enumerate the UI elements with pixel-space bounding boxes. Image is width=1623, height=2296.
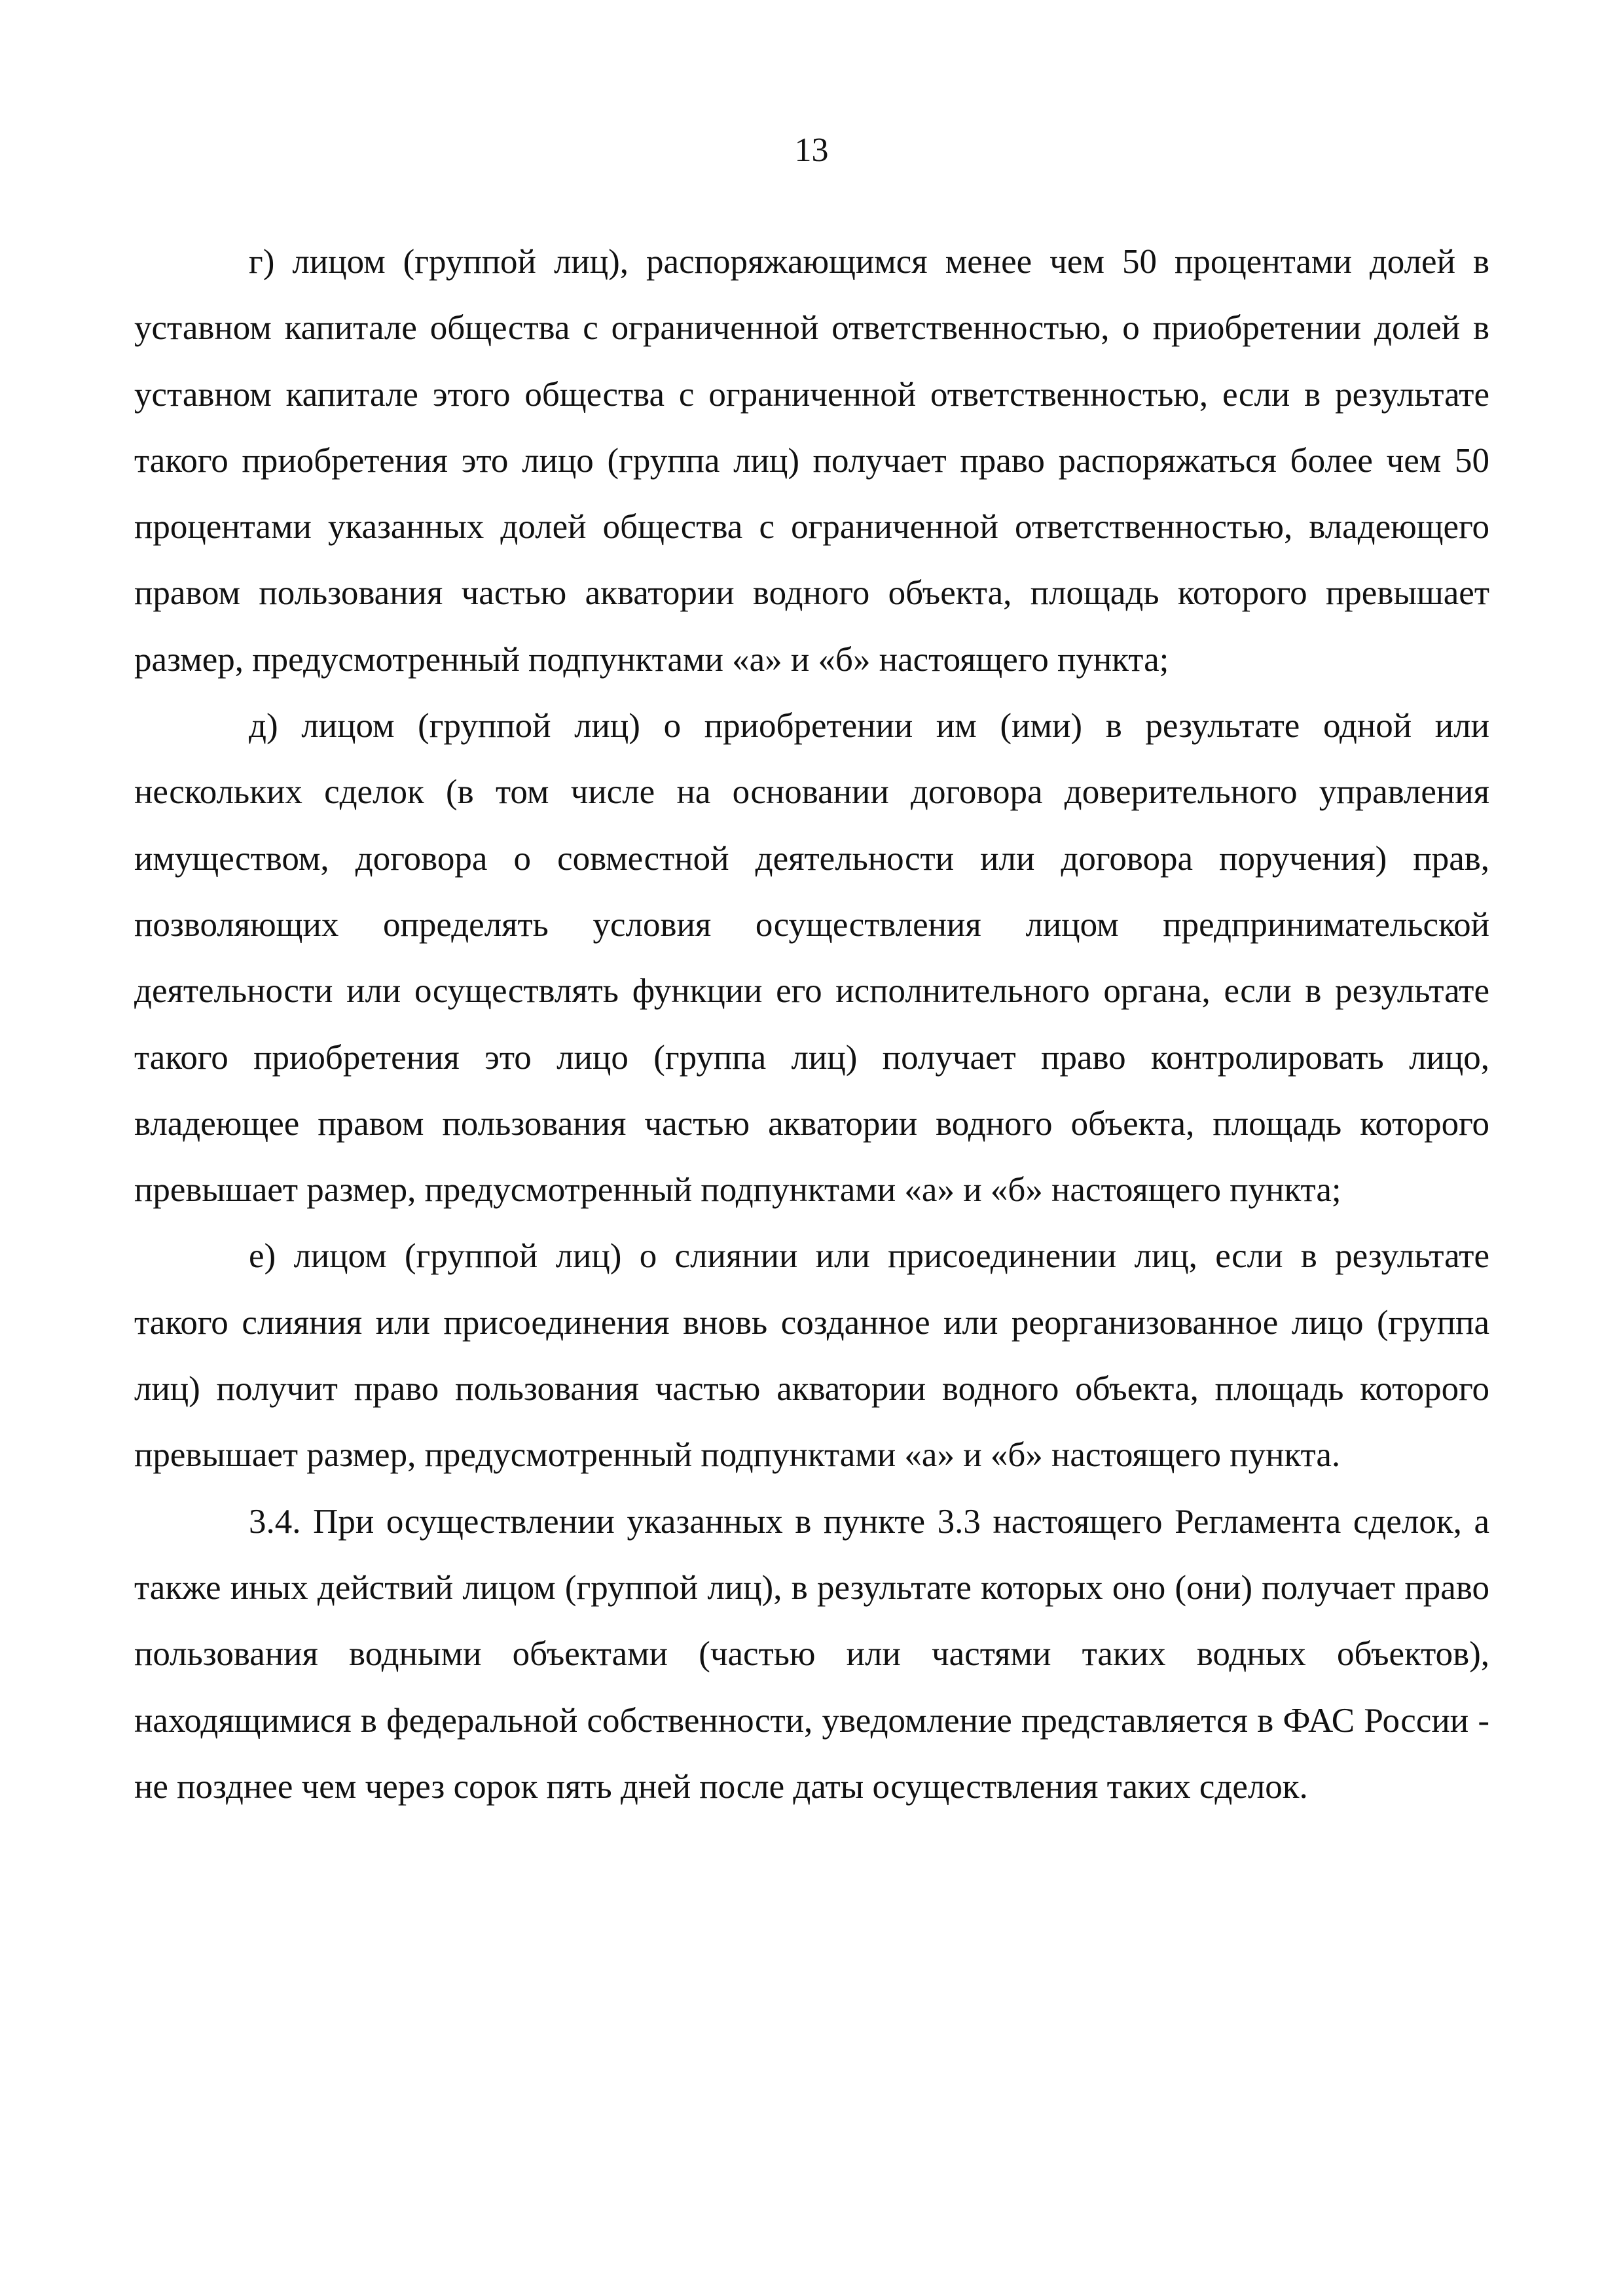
- page-number: 13: [794, 132, 829, 169]
- paragraph-item-g: г) лицом (группой лиц), распоряжающимся менее чем 50 процентами долей в уставном капитале общества с ограниченной ответственностью, о приобретении долей в уставном капитале этого общества с ограниченной ответственностью, если в результате такого приобретения это лицо (группа лиц) получает право распоряжаться более чем 50 процентами указанных долей общества с ограниченной ответственностью, владеющего правом пользования частью акватории водного объекта, площадь которого превышает размер, предусмотренный подпунктами «а» и «б» настоящего пункта;: [134, 243, 1489, 679]
- document-body: [134, 229, 1489, 1820]
- paragraph-item-d: д) лицом (группой лиц) о приобретении им (ими) в результате одной или нескольких сделок (в том числе на основании договора доверительного управления имуществом, договора о совместной деятельности или договора поручения) прав, позволяющих определять условия осуществления лицом предпринимательской деятельности или осуществлять функции его исполнительного органа, если в результате такого приобретения это лицо (группа лиц) получает право контролировать лицо, владеющее правом пользования частью акватории водного объекта, площадь которого превышает размер, предусмотренный подпунктами «а» и «б» настоящего пункта;: [134, 707, 1489, 1210]
- paragraph-item-e: е) лицом (группой лиц) о слиянии или присоединении лиц, если в результате такого слияния или присоединения вновь созданное или реорганизованное лицо (группа лиц) получит право пользования частью акватории водного объекта, площадь которого превышает размер, предусмотренный подпунктами «а» и «б» настоящего пункта.: [134, 1237, 1489, 1475]
- paragraph-clause-3-4: 3.4. При осуществлении указанных в пункте 3.3 настоящего Регламента сделок, а также иных действий лицом (группой лиц), в результате которых оно (они) получает право пользования водными объектами (частью или частями таких водных объектов), находящимися в федеральной собственности, уведомление представляется в ФАС России - не позднее чем через сорок пять дней после даты осуществления таких сделок.: [134, 1502, 1489, 1806]
